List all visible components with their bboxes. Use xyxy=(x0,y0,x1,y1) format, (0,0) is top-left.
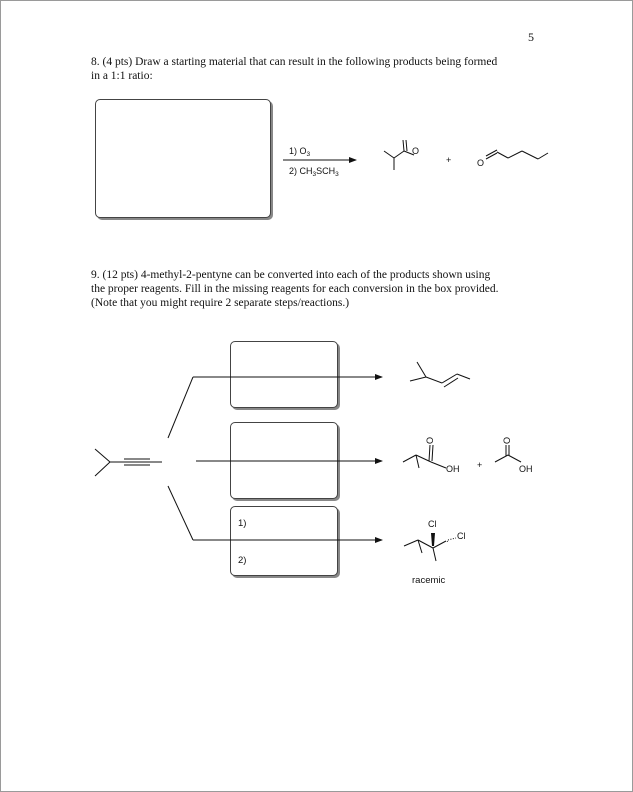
q9-step-2-label: 2) xyxy=(238,555,247,566)
question-8-line-2: in a 1:1 ratio: xyxy=(91,70,153,82)
q9-product-dichloride xyxy=(404,533,456,561)
question-9-line-1: 9. (12 pts) 4-methyl-2-pentyne can be converted into each of the products shown using xyxy=(91,269,491,281)
q8-plus-sign: + xyxy=(446,155,452,165)
q8-product-1-ketone xyxy=(384,140,414,170)
q9-acid-2-hydroxyl: OH xyxy=(519,464,533,474)
question-9-line-2: the proper reagents. Fill in the missing reagents for each conversion in the box provided. xyxy=(91,283,499,295)
q9-plus-sign: + xyxy=(477,460,483,470)
q9-starting-alkyne xyxy=(95,449,162,476)
q9-acid-2-oxygen: O xyxy=(502,436,512,444)
q9-step-1-label: 1) xyxy=(238,518,247,529)
q8-product-2-oxygen: O xyxy=(477,158,485,168)
question-9-line-3: (Note that you might require 2 separate steps/reactions.) xyxy=(91,297,350,309)
q9-dichloride-chlorine-1: Cl xyxy=(428,519,437,529)
question-8-line-1: 8. (4 pts) Draw a starting material that can result in the following products being formed xyxy=(91,56,498,68)
q9-dichloride-chlorine-2: Cl xyxy=(457,531,466,541)
q8-reagent-2: 2) $CH_3SCH_3$ xyxy=(289,166,339,178)
page-number: 5 xyxy=(528,30,534,44)
q9-acid-1-hydroxyl: OH xyxy=(446,464,460,474)
q8-product-1-oxygen: O xyxy=(412,146,420,156)
q9-racemic-label: racemic xyxy=(412,575,446,586)
q8-product-2-aldehyde xyxy=(486,150,548,159)
q8-reagent-1: 1) $O_3$ xyxy=(289,146,311,158)
q9-product-acid-1 xyxy=(403,445,446,468)
q9-product-alkene xyxy=(410,362,470,387)
q9-acid-1-oxygen: O xyxy=(425,436,435,444)
q9-branch-lines xyxy=(168,377,230,540)
q9-product-acid-2 xyxy=(495,445,521,462)
